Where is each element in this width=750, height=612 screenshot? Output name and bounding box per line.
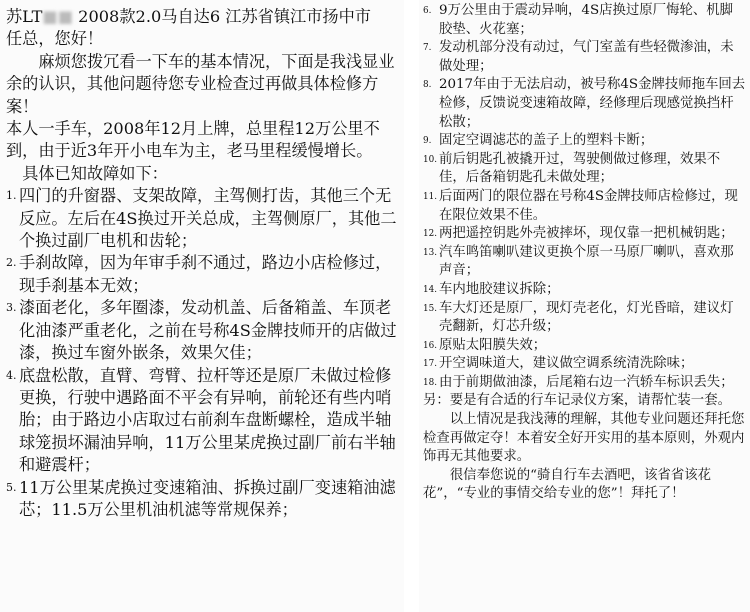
item-number: 1. xyxy=(6,189,17,203)
item-text: 后面两门的限位器在号称4S金牌技师店检修过，现在限位效果不佳。 xyxy=(439,188,738,223)
item-number: 10. xyxy=(423,154,438,165)
list-item xyxy=(423,188,746,225)
list-item xyxy=(423,2,746,39)
list-item xyxy=(6,297,398,364)
list-item xyxy=(423,39,746,76)
list-item xyxy=(6,477,398,522)
item-number: 6. xyxy=(423,6,432,16)
closing-paragraph-1: 以上情况是我浅薄的理解，其他专业问题还拜托您检查再做定夺！本着安全好开实用的基本原则，外观内饰再无其他要求。 xyxy=(423,412,745,465)
item-number: 17. xyxy=(423,359,438,370)
intro-paragraph: 麻烦您拨冗看一下车的基本情况，下面是我浅显业余的认识，其他问题待您专业检查过再做具体检修方案！ xyxy=(6,51,395,116)
car-info-paragraph: 本人一手车，2008年12月上牌，总里程12万公里不到，由于近3年开小电车为主，老马里程缓慢增长。 xyxy=(6,119,380,161)
other-note: 另：要是有合适的行车记录仪方案，请帮忙装一套。 xyxy=(423,393,731,409)
list-item xyxy=(6,185,398,252)
item-text: 11万公里某虎换过变速箱油、拆换过副厂变速箱油滤芯；11.5万公里机油机滤等常规保养； xyxy=(19,477,396,519)
item-text: 前后钥匙孔被撬开过，驾驶侧做过修理，效果不佳，后备箱钥匙孔未做处理； xyxy=(439,151,721,186)
right-column xyxy=(419,0,750,612)
item-number: 14. xyxy=(423,284,438,295)
item-text: 开空调味道大，建议做空调系统清洗除味； xyxy=(439,356,694,372)
list-item xyxy=(6,365,398,477)
list-item xyxy=(423,225,746,244)
title-rest: 2008款2.0马自达6 江苏省镇江市扬中市 xyxy=(73,7,371,26)
list-item xyxy=(423,76,746,132)
item-number: 4. xyxy=(6,368,17,382)
item-number: 9. xyxy=(423,136,432,147)
document-title xyxy=(6,6,398,28)
list-item xyxy=(423,337,746,356)
list-item xyxy=(423,281,746,300)
item-number: 15. xyxy=(423,303,438,314)
item-text: 汽车鸣笛喇叭建议更换个原一马原厂喇叭，喜欢那声音； xyxy=(439,244,734,279)
greeting: 任总，您好！ xyxy=(6,29,104,49)
item-number: 16. xyxy=(423,340,438,351)
item-number: 8. xyxy=(423,80,432,91)
closing-paragraph-2: 很信奉您说的“骑自行车去酒吧，该省省该花花”，“专业的事情交给专业的您”！拜托了！ xyxy=(423,467,712,502)
title-redacted: ■■ xyxy=(42,7,74,26)
item-text: 由于前期做油漆，后尾箱右边一汽轿车标识丢失； xyxy=(439,374,734,390)
faults-heading: 具体已知故障如下： xyxy=(22,163,168,183)
item-number: 7. xyxy=(423,43,432,54)
item-number: 2. xyxy=(6,256,17,270)
title-prefix: 苏LT xyxy=(6,7,43,26)
item-text: 车大灯还是原厂，现灯壳老化，灯光昏暗，建议灯壳翻新，灯芯升级； xyxy=(439,300,734,335)
item-text: 发动机部分没有动过，气门室盖有些轻微渗油，未做处理； xyxy=(439,40,734,74)
item-text: 固定空调滤芯的盖子上的塑料卡断； xyxy=(439,133,654,149)
item-text: 2017年由于无法启动，被号称4S金牌技师拖车回去检修，反馈说变速箱故障，经修理后现感觉换挡杆松散； xyxy=(439,77,746,130)
item-number: 12. xyxy=(423,229,438,240)
item-number: 11. xyxy=(423,191,438,202)
list-item xyxy=(423,132,746,151)
item-number: 18. xyxy=(423,377,438,388)
item-text: 手刹故障，因为年审手刹不通过，路边小店检修过，现手刹基本无效； xyxy=(19,253,392,295)
list-item xyxy=(6,252,398,297)
item-text: 四门的升窗器、支架故障，主驾侧打齿，其他三个无反应。左后在4S换过开关总成，主驾侧原厂，其他二个换过副厂电机和齿轮； xyxy=(19,186,397,251)
item-number: 5. xyxy=(6,480,17,494)
item-text: 9万公里由于震动异响，4S店换过原厂悔轮、机脚胶垫、火花塞； xyxy=(439,3,734,37)
item-number: 3. xyxy=(6,301,17,315)
item-text: 两把遥控钥匙外壳被摔坏，现仅靠一把机械钥匙； xyxy=(439,226,734,242)
list-item xyxy=(423,300,746,337)
list-item xyxy=(423,355,746,374)
item-text: 漆面老化，多年圈漆，发动机盖、后备箱盖、车顶老化油漆严重老化，之前在号称4S金牌技师开的店做过漆，换过车窗外嵌条，效果欠佳； xyxy=(19,298,397,363)
list-item xyxy=(423,244,746,281)
item-text: 原贴太阳膜失效； xyxy=(439,337,547,353)
column-gap xyxy=(404,0,419,612)
item-text: 车内地胶建议拆除； xyxy=(439,281,560,297)
item-text: 底盘松散，直臂、弯臂、拉杆等还是原厂未做过检修更换，行驶中遇路面不平会有异响，前轮还有些内哨胎；由于路边小店取过右前刹车盘断螺栓，造成半轴球笼损坏漏油异响，11万公里某虎换过副厂前右半轴和避震杆； xyxy=(19,365,396,475)
list-item xyxy=(423,151,746,188)
list-item xyxy=(423,374,746,393)
item-number: 13. xyxy=(423,247,438,258)
